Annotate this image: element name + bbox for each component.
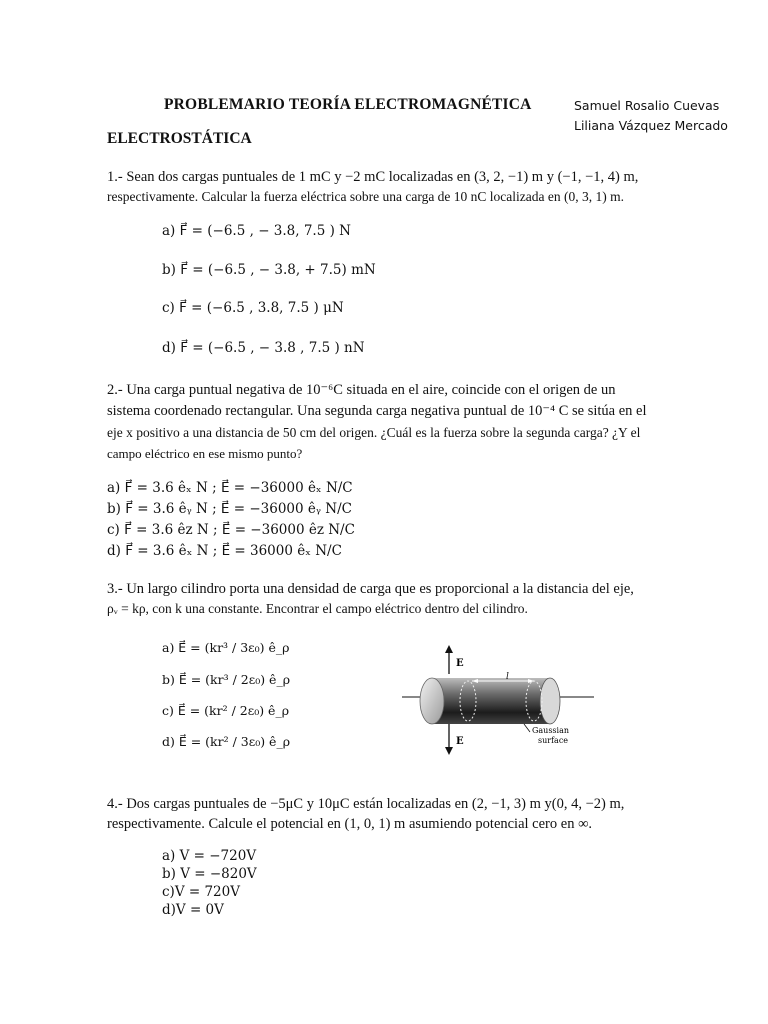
- gaussian-cylinder-figure: [398, 640, 598, 758]
- problem-4-option-d: d)V = 0V: [162, 902, 224, 918]
- problem-1-option-d: d) F⃗ = (−6.5 , − 3.8 , 7.5 ) nN: [162, 340, 365, 356]
- statement-line: respectivamente. Calcular la fuerza eléctrica sobre una carga de 10 nC localizada en (0, 3, 1) m.: [107, 189, 625, 204]
- problem-2-option-c: c) F⃗ = 3.6 êz N ; E⃗ = −36000 êz N/C: [107, 522, 355, 538]
- author-name: Samuel Rosalio Cuevas: [574, 98, 720, 113]
- statement-line: 2.- Una carga puntual negativa de 10⁻⁶C situada en el aire, coincide con el origen de un: [107, 382, 616, 398]
- problem-3-option-b: b) E⃗ = (kr³ / 2ε₀) ê_ρ: [162, 672, 291, 687]
- problem-2-statement: [107, 380, 663, 464]
- figure-label-bottom: E: [456, 736, 464, 747]
- problem-3-option-d: d) E⃗ = (kr² / 3ε₀) ê_ρ: [162, 734, 291, 749]
- length-label: l: [506, 672, 509, 682]
- problem-1-option-a: a) F⃗ = (−6.5 , − 3.8, 7.5 ) N: [162, 223, 351, 239]
- problem-3-option-c: c) E⃗ = (kr² / 2ε₀) ê_ρ: [162, 703, 290, 718]
- statement-line: 3.- Un largo cilindro porta una densidad de carga que es proporcional a la distancia del eje,: [107, 581, 634, 597]
- problem-4-option-c: c)V = 720V: [162, 884, 240, 900]
- statement-line: ρᵥ = kρ, con k una constante. Encontrar el campo eléctrico dentro del cilindro.: [107, 601, 528, 616]
- statement-line: sistema coordenado rectangular. Una segunda carga negativa puntual de 10⁻⁴ C se sitúa en el: [107, 403, 647, 419]
- author-name: Liliana Vázquez Mercado: [574, 118, 728, 133]
- problem-2-option-a: a) F⃗ = 3.6 êₓ N ; E⃗ = −36000 êₓ N/C: [107, 480, 353, 496]
- problem-2-option-d: d) F⃗ = 3.6 êₓ N ; E⃗ = 36000 êₓ N/C: [107, 543, 342, 559]
- surface-pointer: [524, 724, 530, 732]
- statement-line: eje x positivo a una distancia de 50 cm del origen. ¿Cuál es la fuerza sobre la segunda carga? ¿Y el: [107, 425, 641, 440]
- document-title: PROBLEMARIO TEORÍA ELECTROMAGNÉTICA: [164, 96, 532, 113]
- section-title: ELECTROSTÁTICA: [107, 130, 252, 147]
- authors-block: [574, 96, 728, 136]
- statement-line: campo eléctrico en ese mismo punto?: [107, 446, 303, 461]
- problem-4-option-a: a) V = −720V: [162, 848, 257, 864]
- problem-4-option-b: b) V = −820V: [162, 866, 257, 882]
- problem-3-option-a: a) E⃗ = (kr³ / 3ε₀) ê_ρ: [162, 640, 290, 655]
- surface-label-line2: surface: [538, 736, 569, 745]
- problem-1-option-b: b) F⃗ = (−6.5 , − 3.8, + 7.5) mN: [162, 262, 376, 278]
- gaussian-surface-cap: [420, 678, 444, 724]
- problem-4-statement: [107, 794, 663, 834]
- problem-2-option-b: b) F⃗ = 3.6 êᵧ N ; E⃗ = −36000 êᵧ N/C: [107, 501, 352, 517]
- statement-line: 4.- Dos cargas puntuales de −5μC y 10μC están localizadas en (2, −1, 3) m y(0, 4, −2) m,: [107, 796, 625, 812]
- statement-line: respectivamente. Calcule el potencial en (1, 0, 1) m asumiendo potencial cero en ∞.: [107, 816, 593, 832]
- figure-label-top: E: [456, 658, 464, 669]
- cylinder-body: [432, 678, 550, 724]
- problem-3-statement: [107, 579, 663, 619]
- surface-label-line1: Gaussian: [532, 726, 570, 735]
- problem-1-statement: [107, 167, 663, 207]
- statement-line: 1.- Sean dos cargas puntuales de 1 mC y −2 mC localizadas en (3, 2, −1) m y (−1, −1, 4) m,: [107, 169, 639, 185]
- problem-1-option-c: c) F⃗ = (−6.5 , 3.8, 7.5 ) μN: [162, 300, 344, 316]
- cylinder-end-cap: [540, 678, 560, 724]
